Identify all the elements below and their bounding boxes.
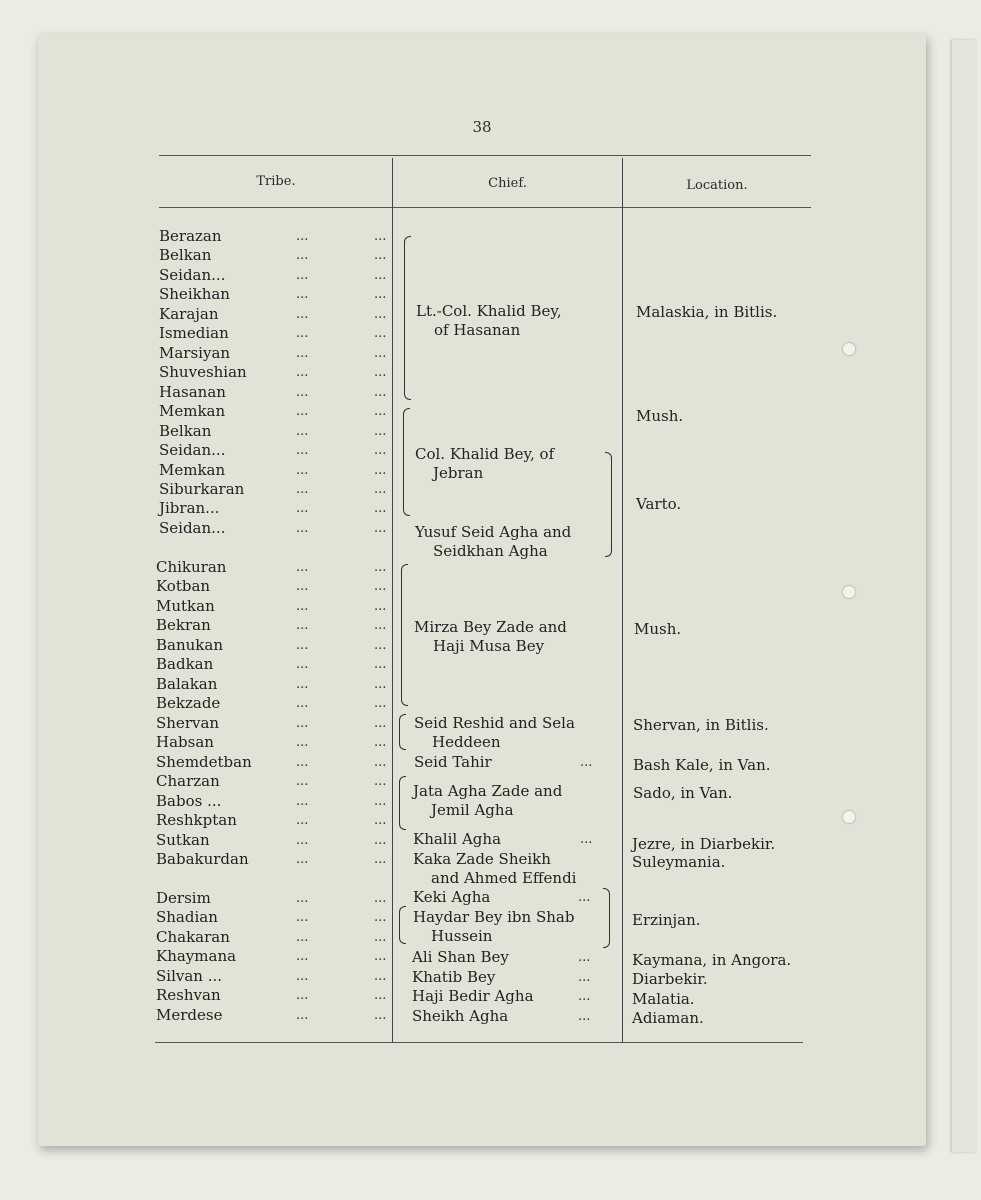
leader-dots: ... [374,988,387,1003]
location-name: Sado, in Van. [633,784,733,802]
leader-dots: ... [374,657,387,672]
leader-dots: ... [296,833,309,848]
chief-line: Jata Agha Zade and [413,782,563,800]
chief-brace [399,776,406,830]
location-name: Mush. [634,620,682,638]
leader-dots: ... [296,287,309,302]
leader-dots: ... [296,268,309,283]
column-divider-left [392,158,393,1042]
chief-line: Haji Musa Bey [433,637,545,655]
tribe-name: Silvan ... [156,967,223,985]
tribe-name: Balakan [156,675,218,693]
tribe-name: Memkan [159,461,226,479]
leader-dots: ... [296,463,309,478]
leader-dots: ... [374,599,387,614]
leader-dots: ... [374,677,387,692]
tribe-name: Chikuran [156,558,227,576]
next-page-edge [952,40,976,1152]
chief-line: Yusuf Seid Agha and [415,523,572,541]
chief-line: Jebran [433,464,484,482]
binding-hole [843,343,855,355]
tribe-name: Shervan [156,714,220,732]
chief-line: Haji Bedir Agha [412,987,534,1005]
table-top-rule [159,155,811,156]
leader-dots: ... [296,774,309,789]
leader-dots: ... [296,385,309,400]
header-bottom-rule [159,207,811,208]
chief-line: Seid Reshid and Sela [414,714,575,732]
location-name: Diarbekir. [632,970,708,988]
leader-dots: ... [578,970,591,985]
leader-dots: ... [296,443,309,458]
tribe-name: Seidan... [159,441,226,459]
leader-dots: ... [580,755,593,770]
tribe-name: Shemdetban [156,753,252,771]
leader-dots: ... [374,501,387,516]
leader-dots: ... [374,794,387,809]
leader-dots: ... [374,326,387,341]
leader-dots: ... [374,910,387,925]
binding-hole [843,586,855,598]
chief-line: Hussein [431,927,493,945]
location-name: Varto. [636,495,682,513]
leader-dots: ... [296,930,309,945]
tribe-name: Bekzade [156,694,221,712]
leader-dots: ... [374,618,387,633]
leader-dots: ... [374,268,387,283]
tribe-name: Babakurdan [156,850,249,868]
leader-dots: ... [296,618,309,633]
leader-dots: ... [296,326,309,341]
leader-dots: ... [296,716,309,731]
leader-dots: ... [374,424,387,439]
leader-dots: ... [296,852,309,867]
leader-dots: ... [374,1008,387,1023]
location-name: Suleymania. [632,853,726,871]
tribe-name: Ismedian [159,324,229,342]
leader-dots: ... [580,832,593,847]
chief-line: and Ahmed Effendi [431,869,577,887]
leader-dots: ... [578,950,591,965]
tribe-name: Memkan [159,402,226,420]
leader-dots: ... [296,755,309,770]
chief-brace [399,906,406,944]
leader-dots: ... [296,560,309,575]
chief-line: Haydar Bey ibn Shab [413,908,575,926]
chief-line: Sheikh Agha [412,1007,509,1025]
leader-dots: ... [296,307,309,322]
leader-dots: ... [296,891,309,906]
tribe-name: Reshkptan [156,811,237,829]
leader-dots: ... [374,930,387,945]
leader-dots: ... [578,890,591,905]
tribe-name: Hasanan [159,383,226,401]
tribe-name: Dersim [156,889,211,907]
tribe-name: Khaymana [156,947,237,965]
location-brace [603,888,610,948]
leader-dots: ... [296,657,309,672]
location-name: Shervan, in Bitlis. [633,716,769,734]
tribe-name: Belkan [159,422,212,440]
leader-dots: ... [374,969,387,984]
leader-dots: ... [374,404,387,419]
tribe-name: Sheikhan [159,285,230,303]
leader-dots: ... [374,307,387,322]
chief-line: Col. Khalid Bey, of [415,445,555,463]
leader-dots: ... [374,755,387,770]
tribe-name: Marsiyan [159,344,231,362]
tribe-name: Kotban [156,577,211,595]
leader-dots: ... [296,638,309,653]
chief-line: Lt.-Col. Khalid Bey, [416,302,562,320]
location-name: Bash Kale, in Van. [633,756,771,774]
leader-dots: ... [374,229,387,244]
tribe-name: Charzan [156,772,220,790]
tribe-name: Bekran [156,616,211,634]
leader-dots: ... [296,521,309,536]
location-name: Malatia. [632,990,695,1008]
leader-dots: ... [296,229,309,244]
tribe-name: Seidan... [159,266,226,284]
location-column-header: Location. [686,178,748,193]
tribe-name: Siburkaran [159,480,245,498]
tribe-name: Babos ... [156,792,222,810]
chief-line: Khatib Bey [412,968,496,986]
leader-dots: ... [296,365,309,380]
tribe-column-header: Tribe. [256,174,296,189]
tribe-name: Berazan [159,227,222,245]
chief-brace [404,236,411,400]
leader-dots: ... [374,248,387,263]
location-name: Adiaman. [632,1009,704,1027]
leader-dots: ... [296,424,309,439]
leader-dots: ... [374,579,387,594]
leader-dots: ... [374,463,387,478]
leader-dots: ... [296,501,309,516]
page-number: 38 [472,118,492,136]
tribe-name: Sutkan [156,831,210,849]
leader-dots: ... [374,385,387,400]
chief-line: Khalil Agha [413,830,502,848]
table-bottom-rule [155,1042,803,1043]
leader-dots: ... [374,365,387,380]
leader-dots: ... [296,969,309,984]
column-divider-right [622,158,623,1042]
leader-dots: ... [374,560,387,575]
location-name: Kaymana, in Angora. [632,951,792,969]
tribe-name: Mutkan [156,597,215,615]
tribe-name: Belkan [159,246,212,264]
location-brace [605,452,612,557]
leader-dots: ... [296,696,309,711]
leader-dots: ... [374,813,387,828]
tribe-name: Seidan... [159,519,226,537]
leader-dots: ... [578,1009,591,1024]
leader-dots: ... [374,774,387,789]
leader-dots: ... [374,735,387,750]
chief-brace [401,564,408,706]
tribe-name: Jibran... [159,499,220,517]
chief-line: Heddeen [432,733,501,751]
chief-line: Kaka Zade Sheikh [413,850,551,868]
location-name: Erzinjan. [632,911,701,929]
leader-dots: ... [296,910,309,925]
leader-dots: ... [374,287,387,302]
tribe-name: Reshvan [156,986,221,1004]
leader-dots: ... [578,989,591,1004]
leader-dots: ... [296,346,309,361]
chief-line: Seidkhan Agha [433,542,548,560]
leader-dots: ... [374,852,387,867]
chief-brace [399,714,406,750]
tribe-name: Habsan [156,733,214,751]
leader-dots: ... [296,579,309,594]
leader-dots: ... [296,248,309,263]
leader-dots: ... [296,482,309,497]
leader-dots: ... [296,794,309,809]
chief-line: Keki Agha [413,888,491,906]
leader-dots: ... [374,891,387,906]
leader-dots: ... [374,833,387,848]
chief-line: of Hasanan [434,321,521,339]
leader-dots: ... [374,346,387,361]
location-name: Mush. [636,407,684,425]
location-name: Jezre, in Diarbekir. [632,835,776,853]
location-name: Malaskia, in Bitlis. [636,303,778,321]
chief-column-header: Chief. [488,176,527,191]
chief-line: Ali Shan Bey [412,948,509,966]
leader-dots: ... [374,696,387,711]
leader-dots: ... [374,521,387,536]
tribe-name: Badkan [156,655,214,673]
leader-dots: ... [374,482,387,497]
leader-dots: ... [374,716,387,731]
leader-dots: ... [296,988,309,1003]
leader-dots: ... [374,638,387,653]
chief-brace [403,408,410,516]
chief-line: Jemil Agha [431,801,514,819]
leader-dots: ... [296,404,309,419]
tribe-name: Karajan [159,305,219,323]
tribe-name: Shuveshian [159,363,247,381]
leader-dots: ... [296,949,309,964]
binding-hole [843,811,855,823]
leader-dots: ... [296,677,309,692]
leader-dots: ... [296,735,309,750]
leader-dots: ... [296,599,309,614]
leader-dots: ... [374,443,387,458]
chief-line: Mirza Bey Zade and [414,618,567,636]
tribe-name: Merdese [156,1006,223,1024]
chief-line: Seid Tahir [414,753,492,771]
tribe-name: Shadian [156,908,218,926]
leader-dots: ... [296,813,309,828]
leader-dots: ... [296,1008,309,1023]
tribe-name: Banukan [156,636,223,654]
leader-dots: ... [374,949,387,964]
tribe-name: Chakaran [156,928,230,946]
